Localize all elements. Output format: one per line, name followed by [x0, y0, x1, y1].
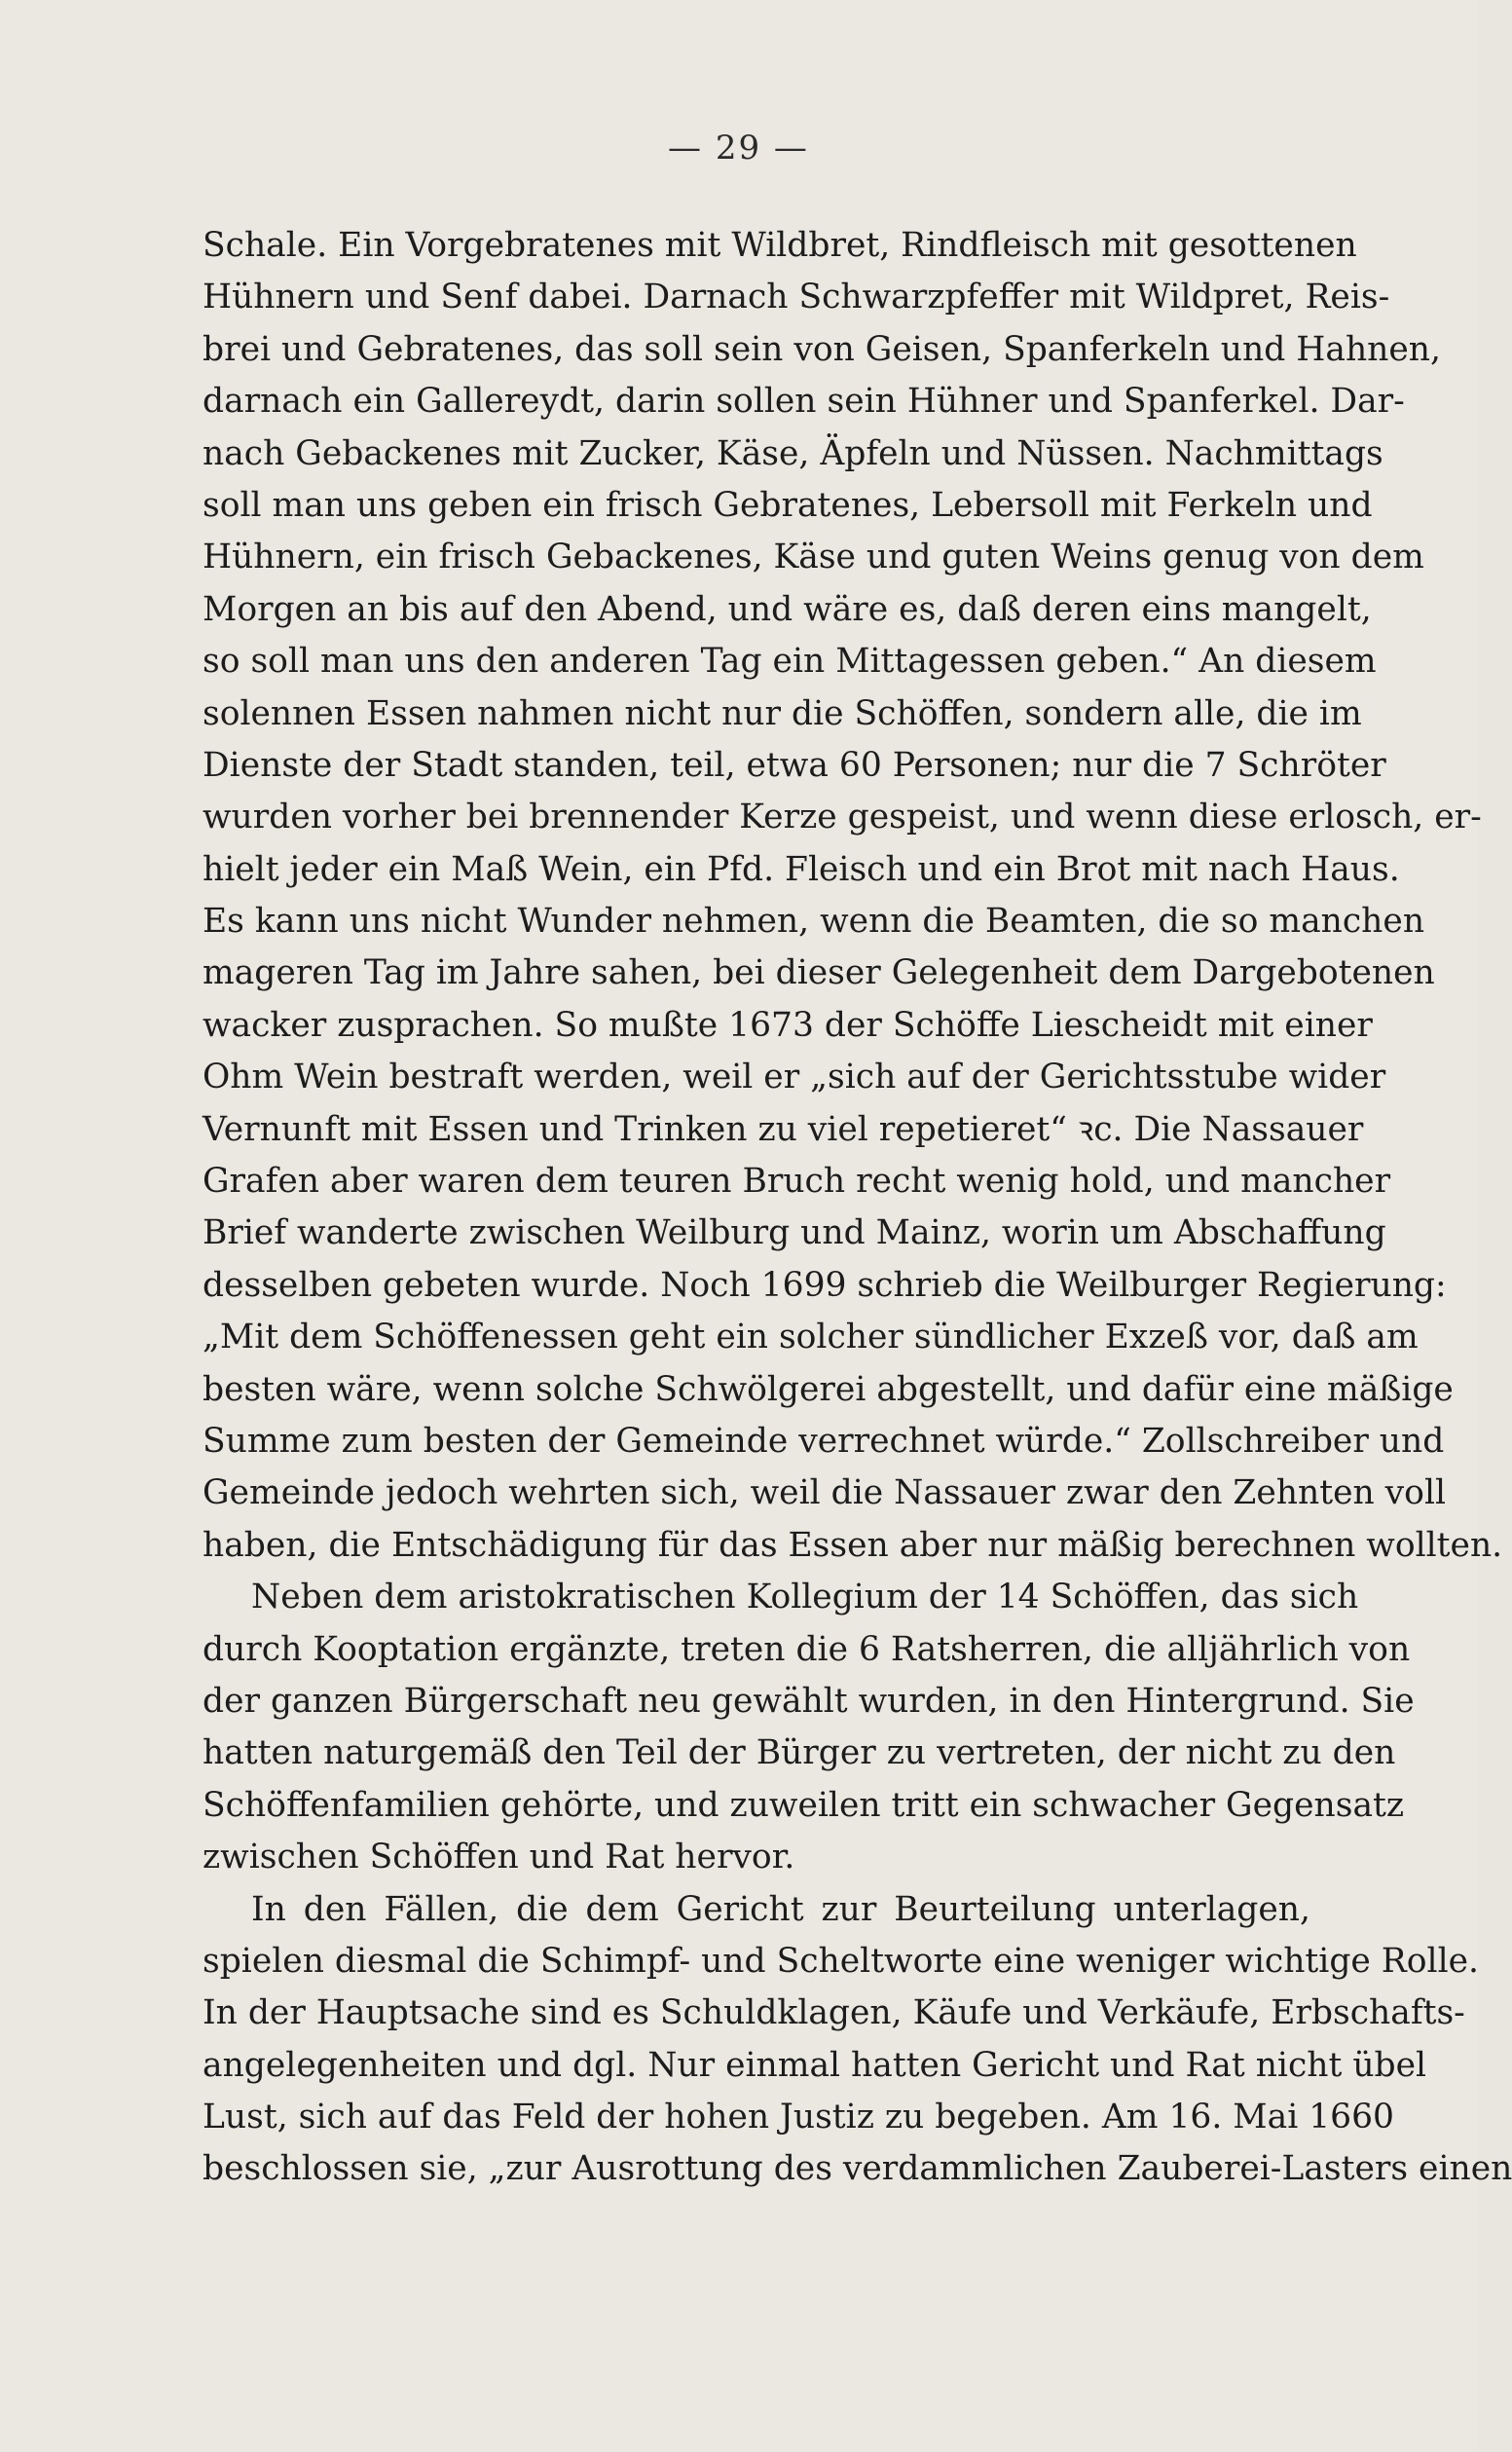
text-line: Ohm Wein bestraft werden, weil er „sich auf der Gerichtsstube wider	[203, 1058, 1386, 1097]
paragraph	[203, 1572, 1415, 1883]
text-line: Summe zum besten der Gemeinde verrechnet würde.“ Zollschreiber und	[203, 1421, 1445, 1461]
text-line: Brief wanderte zwischen Weilburg und Mainz, worin um Abschaffung	[203, 1213, 1386, 1253]
text-line: In der Hauptsache sind es Schuldklagen, Käufe und Verkäufe, Erbschafts-	[203, 1993, 1465, 2033]
text-line: darnach ein Gallereydt, darin sollen sein Hühner und Spanferkel. Dar-	[203, 382, 1405, 422]
text-line: hielt jeder ein Maß Wein, ein Pfd. Fleisch und ein Brot mit nach Haus.	[203, 849, 1400, 889]
text-line: Neben dem aristokratischen Kollegium der 14 Schöffen, das sich	[251, 1578, 1359, 1617]
text-line: Grafen aber waren dem teuren Bruch recht wenig hold, und mancher	[203, 1162, 1391, 1202]
text-line: brei und Gebratenes, das soll sein von Geisen, Spanferkeln und Hahnen,	[203, 329, 1441, 369]
text-line: soll man uns geben ein frisch Gebratenes, Lebersoll mit Ferkeln und	[203, 485, 1373, 525]
text-line: spielen diesmal die Schimpf- und Scheltworte eine weniger wichtige Rolle.	[203, 1941, 1479, 1981]
text-line: Es kann uns nicht Wunder nehmen, wenn die Beamten, die so manchen	[203, 902, 1425, 942]
text-line: Dienste der Stadt standen, teil, etwa 60 Personen; nur die 7 Schröter	[203, 745, 1386, 785]
text-line: nach Gebackenes mit Zucker, Käse, Äpfeln und Nüssen. Nachmittags	[203, 433, 1383, 473]
text-line: mageren Tag im Jahre sahen, bei dieser Gelegenheit dem Dargebotenen	[203, 953, 1435, 993]
text-line: wacker zusprachen. So mußte 1673 der Schöffe Liescheidt mit einer	[203, 1005, 1373, 1045]
text-line: Schale. Ein Vorgebratenes mit Wildbret, Rindfleisch mit gesottenen	[203, 226, 1357, 265]
text-line: „Mit dem Schöffenessen geht ein solcher sündlicher Exzeß vor, daß am	[203, 1318, 1419, 1357]
text-line: zwischen Schöffen und Rat hervor.	[203, 1838, 795, 1877]
text-line: der ganzen Bürgerschaft neu gewählt wurden, in den Hintergrund. Sie	[203, 1681, 1415, 1721]
text-line: Hühnern und Senf dabei. Darnach Schwarzpfeffer mit Wildpret, Reis-	[203, 278, 1390, 317]
text-line: besten wäre, wenn solche Schwölgerei abgestellt, und dafür eine mäßige	[203, 1369, 1454, 1409]
text-line: Lust, sich auf das Feld der hohen Justiz zu begeben. Am 16. Mai 1660	[203, 2098, 1394, 2137]
text-line: wurden vorher bei brennender Kerze gespeist, und wenn diese erlosch, er-	[203, 798, 1482, 837]
text-line: haben, die Entschädigung für das Essen aber nur mäßig berechnen wollten.	[203, 1525, 1503, 1565]
text-line: durch Kooptation ergänzte, treten die 6 Ratsherren, die alljährlich von	[203, 1629, 1411, 1669]
text-line: Vernunft mit Essen und Trinken zu viel repetieret“ ꝛc. Die Nassauer	[203, 1109, 1364, 1149]
text-line: solennen Essen nahmen nicht nur die Schöffen, sondern alle, die im	[203, 693, 1362, 733]
paragraph	[203, 220, 1503, 1572]
text-line: beschlossen sie, „zur Ausrottung des verdammlichen Zauberei-Lasters einen	[203, 2149, 1512, 2189]
page-number: — 29 —	[668, 129, 809, 167]
body-text	[203, 220, 1512, 2196]
text-line: In den Fällen, die dem Gericht zur Beurteilung unterlagen,	[251, 1889, 1310, 1929]
text-line: Morgen an bis auf den Abend, und wäre es, daß deren eins mangelt,	[203, 589, 1372, 629]
text-line: so soll man uns den anderen Tag ein Mittagessen geben.“ An diesem	[203, 642, 1377, 682]
text-line: Schöffenfamilien gehörte, und zuweilen tritt ein schwacher Gegensatz	[203, 1785, 1405, 1825]
text-line: Gemeinde jedoch wehrten sich, weil die Nassauer zwar den Zehnten voll	[203, 1473, 1447, 1513]
paragraph	[203, 1884, 1512, 2196]
text-line: Hühnern, ein frisch Gebackenes, Käse und guten Weins genug von dem	[203, 538, 1424, 577]
text-line: desselben gebeten wurde. Noch 1699 schrieb die Weilburger Regierung:	[203, 1265, 1447, 1305]
text-line: hatten naturgemäß den Teil der Bürger zu vertreten, der nicht zu den	[203, 1733, 1396, 1773]
text-line: angelegenheiten und dgl. Nur einmal hatten Gericht und Rat nicht übel	[203, 2045, 1427, 2085]
